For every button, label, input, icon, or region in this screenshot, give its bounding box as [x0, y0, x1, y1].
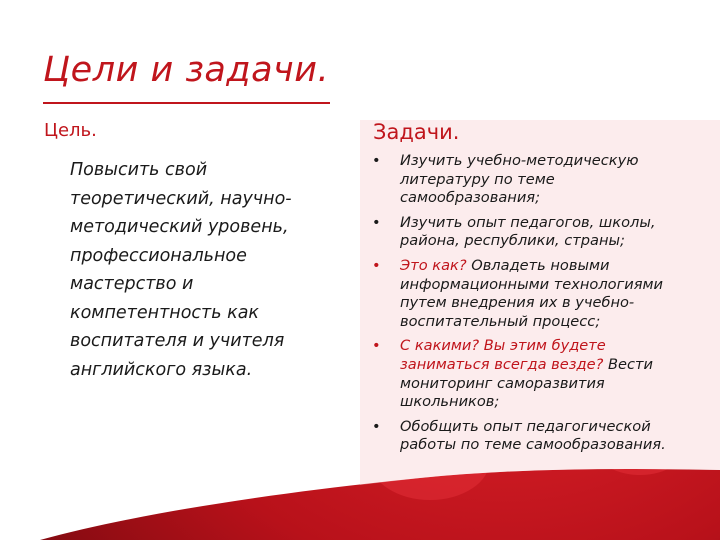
task-comment: заниматься всегда везде? [400, 355, 604, 373]
task-line: мониторинг саморазвития [400, 374, 605, 392]
goal-line: воспитателя и учителя [70, 331, 285, 351]
bullet-icon: • [372, 256, 381, 274]
task-line: Обобщить опыт педагогической [400, 417, 651, 435]
bullet-icon: • [372, 417, 381, 435]
title-underline [43, 102, 330, 104]
goal-line: теоретический, научно- [70, 188, 292, 209]
goal-heading: Цель. [44, 120, 97, 141]
goal-line: методический уровень, [70, 217, 289, 237]
goal-text [70, 156, 360, 384]
task-line: путем внедрения их в учебно- [400, 294, 635, 312]
goal-line: компетентность как [70, 302, 259, 323]
goal-line: английского языка. [70, 359, 253, 380]
task-line: Изучить учебно-методическую [400, 152, 639, 169]
task-line: Вести [607, 355, 653, 373]
task-line: школьников; [400, 393, 500, 411]
footer-watermark: fppt.com [8, 522, 49, 532]
task-line: Овладеть новыми [471, 256, 610, 274]
task-line: работы по теме самообразования. [400, 436, 666, 454]
bullet-icon: • [372, 152, 381, 169]
slide-title: Цели и задачи. [43, 50, 330, 90]
bullet-icon: • [372, 337, 381, 355]
task-line: информационными технологиями [400, 275, 664, 293]
goal-line: Повысить свой [70, 160, 208, 180]
task-line: самообразования; [400, 189, 540, 207]
tasks-list [372, 152, 717, 461]
task-comment: Это как? [400, 256, 467, 274]
task-line: литературу по теме [400, 170, 555, 188]
task-item [372, 257, 717, 331]
tasks-heading: Задачи. [373, 120, 460, 144]
task-item [372, 337, 717, 411]
task-line: воспитательный процесс; [400, 312, 601, 330]
task-line: Изучить опыт педагогов, школы, [400, 213, 656, 231]
task-comment: С какими? Вы этим будете [400, 337, 606, 355]
task-item [372, 214, 717, 251]
goal-line: профессиональное [70, 245, 247, 266]
task-line: района, республики, страны; [400, 232, 625, 250]
goal-line: мастерство и [70, 274, 194, 294]
task-item [372, 418, 717, 455]
bullet-icon: • [372, 213, 381, 231]
task-item [372, 152, 717, 208]
